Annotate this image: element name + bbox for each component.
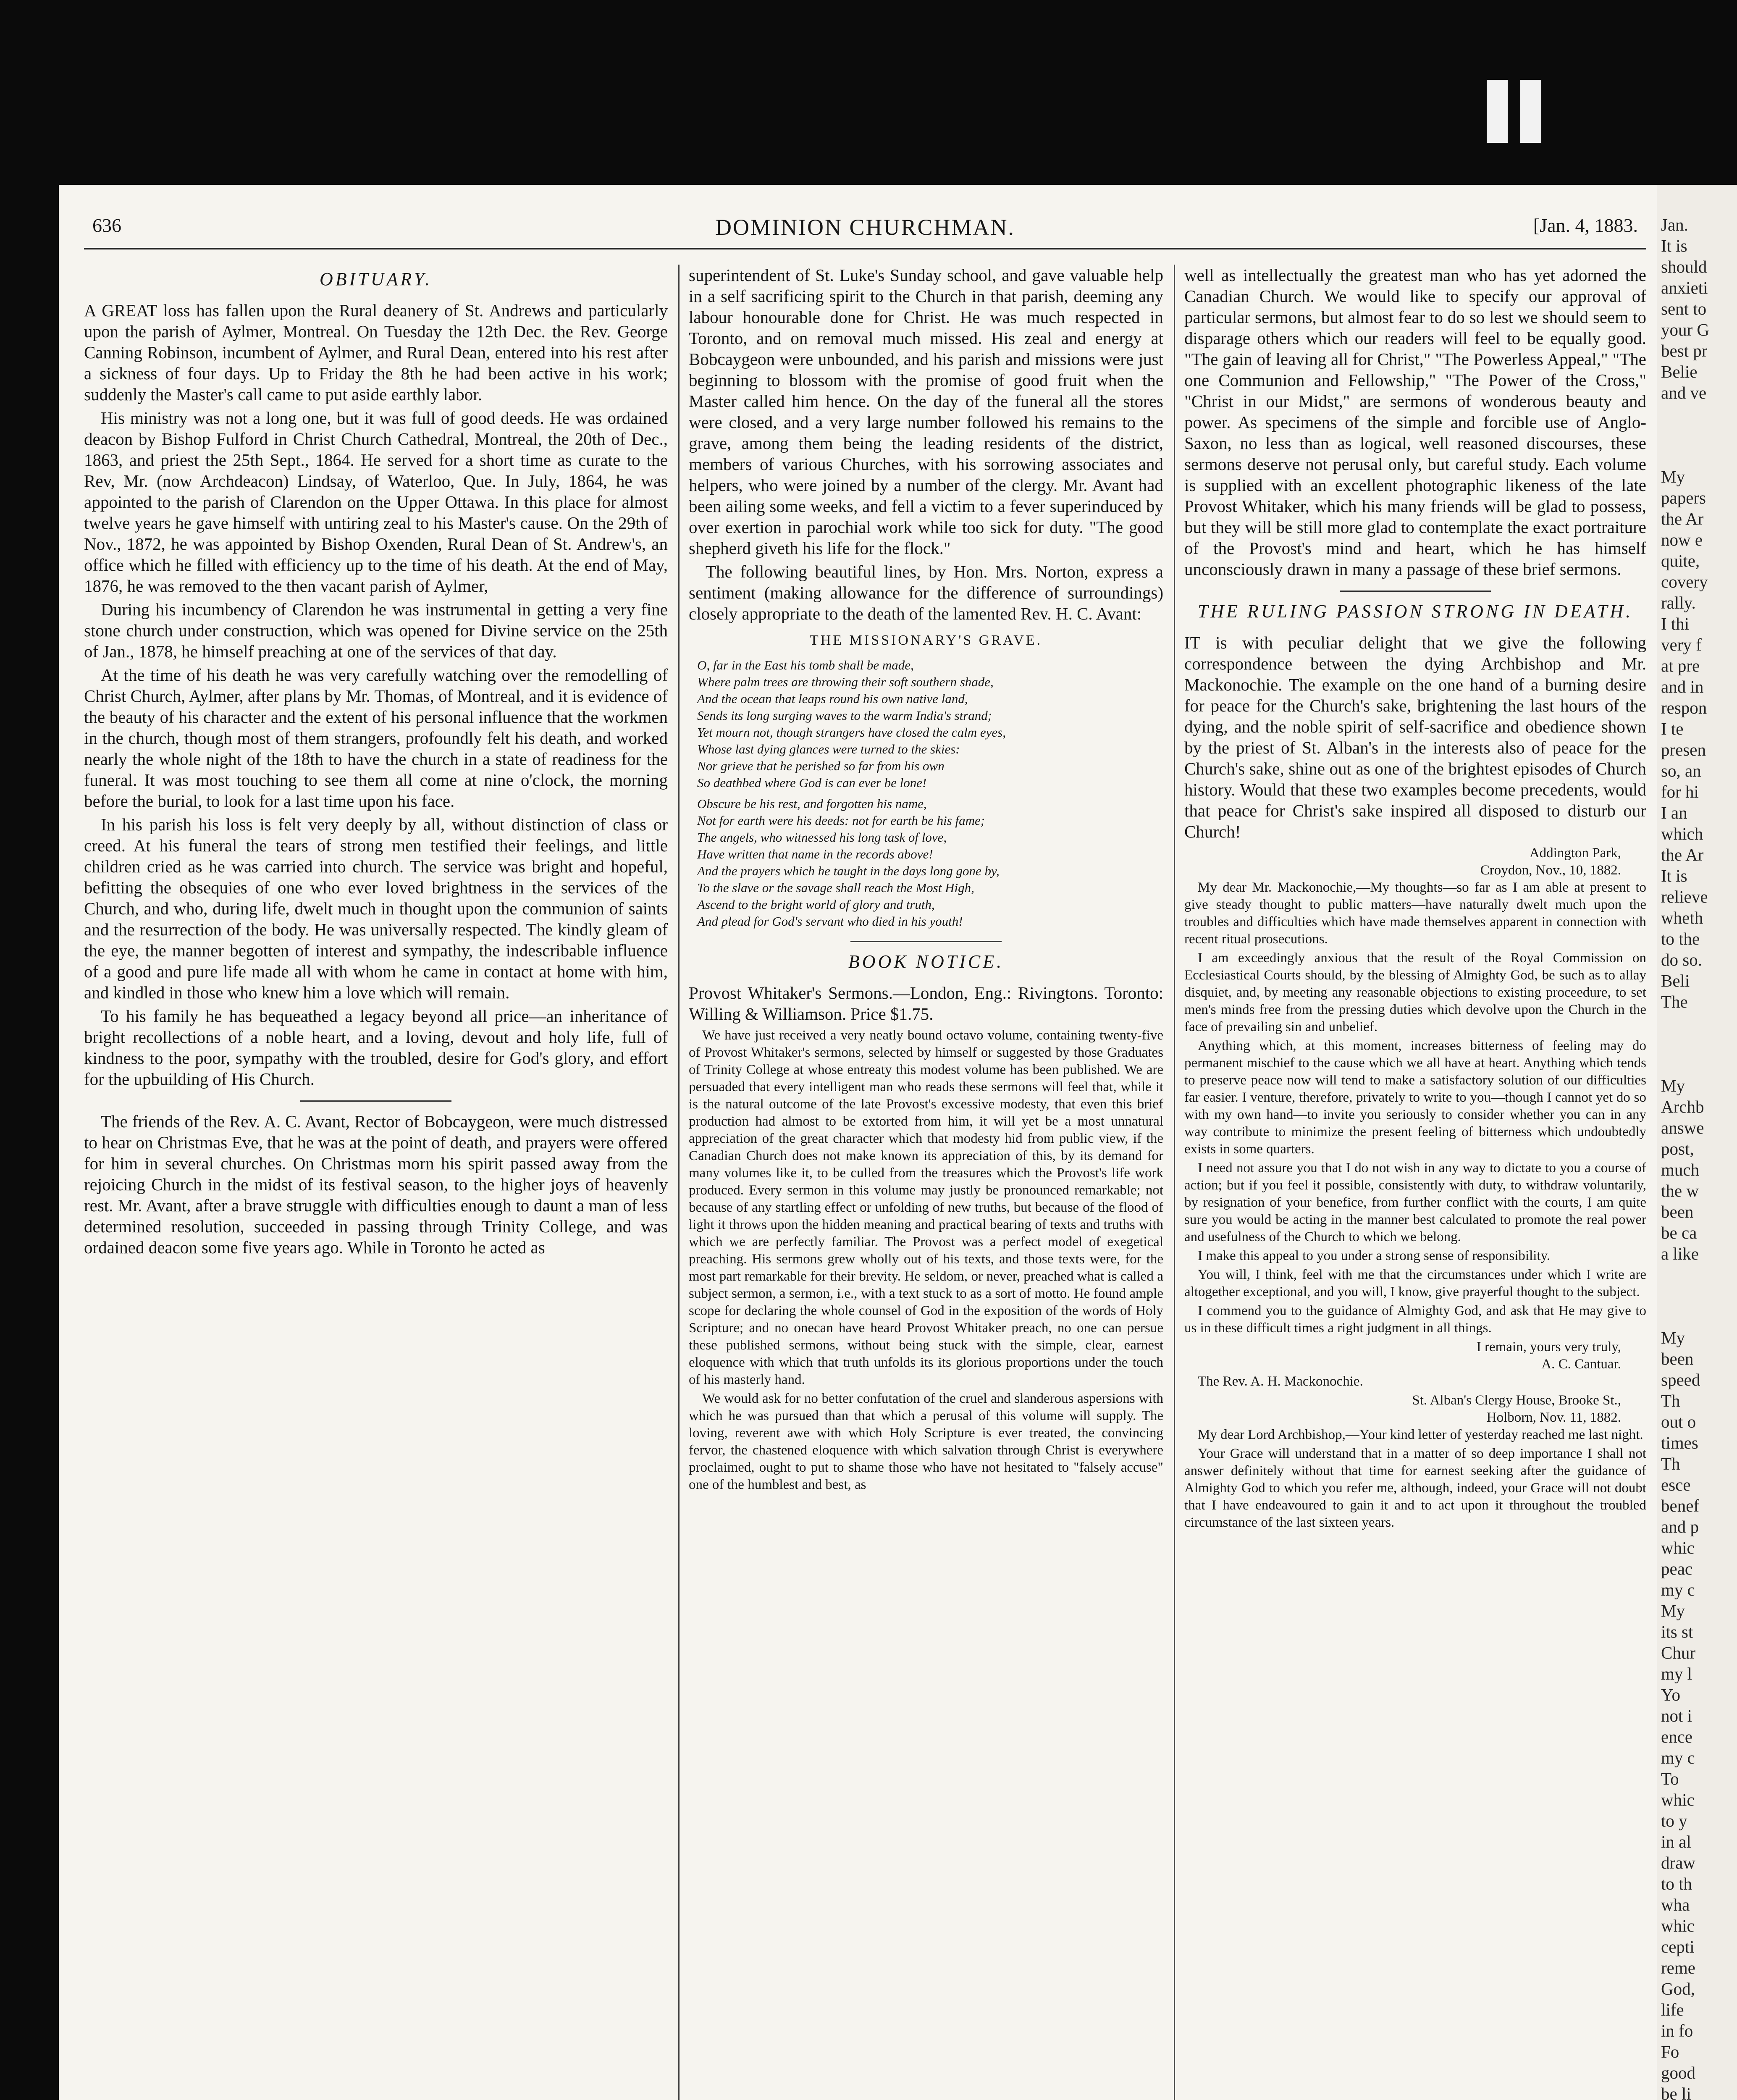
adjacent-page-word: and p (1661, 1517, 1699, 1536)
adjacent-page-word: My (1661, 1076, 1685, 1095)
book-review-paragraph: We have just received a very neatly bound octavo volume, containing twenty-five of Provost Whitaker's sermons, selected by himself or suggested by those Graduates of Trinity College at whose entreaty this modest volume has been published. We are persuaded that every intelligent man who reads these sermons will feel that, while it is the natural outcome of the late Provost's excessive modesty, that even this brief production had almost to be extorted from him, it will yet be a most unnatural appreciation of the great character which that modesty hid from public view, if the Canadian Church does not make known its appreciation of this, by its demand for many volumes like it, to be culled from the treasures which the Provost's life work produced. Every sermon in this volume may justly be pronounced remarkable; not because of any startling effect or unfolding of new truths, but because of the flood of light it throws upon the hidden meaning and practical bearing of texts and truths with which we are perfectly familiar. The Provost was a perfect model of exegetical preaching. His sermons grew wholly out of his texts, and those texts were, for the most part remarkable for their brevity. He seldom, or never, preached what is called a subject sermon, a sermon, i.e., with a text stuck to as a sort of motto. He found ample scope for declaring the whole counsel of God in the exposition of the words of Holy Scripture; and no onecan have heard Provost Whitaker preach, no one can persue these published sermons, without being stuck with the simple, clear, earnest eloquence with which that truth unfolds its its glorious proportions under the touch of his masterly hand. (689, 1028, 1163, 1387)
letter-place-date: Holborn, Nov. 11, 1882. (1486, 1410, 1621, 1425)
adjacent-page-word: the Ar (1661, 509, 1704, 528)
adjacent-page-word: Jan. (1661, 215, 1688, 234)
adjacent-page-word: Beli (1661, 971, 1690, 990)
letter-archbishop (1184, 845, 1646, 1390)
column-divider (678, 265, 680, 2100)
adjacent-page-word: benef (1661, 1496, 1700, 1515)
adjacent-page-word: The (1661, 992, 1688, 1011)
film-mark (1487, 80, 1508, 143)
adjacent-page-word: times (1661, 1433, 1698, 1452)
adjacent-page-word: be li (1661, 2084, 1691, 2100)
adjacent-page-word: draw (1661, 1853, 1695, 1872)
ruling-passion-intro: IT is with peculiar delight that we give the following correspondence between the dying Archbishop and Mr. Mackonochie. The example on the one hand of a burning desire for peace for the Church's sake, brightening the last hours of the dying, and the noble spirit of self-sacrifice and obedience shown by the priest of St. Alban's in the interests also of peace for the Church's sake, shine out as one of the brightest episodes of Church history. Would that these two examples become precedents, would that peace for Christ's sake inspired all disposed to disturb our Church! (1184, 633, 1646, 841)
poem-line: Nor grieve that he perished so far from his own (697, 759, 945, 773)
adjacent-page-word: best pr (1661, 341, 1708, 360)
adjacent-page-word: My (1661, 467, 1685, 486)
letter-paragraph: You will, I think, feel with me that the circumstances under which I write are altogether exceptional, and you will, I know, give prayerful thought to the subject. (1184, 1267, 1646, 1299)
adjacent-page-word: my l (1661, 1664, 1692, 1683)
letter-closing: I remain, yours very truly, (1476, 1339, 1621, 1354)
section-rule (300, 1100, 451, 1102)
adjacent-page-word: a like (1661, 1244, 1699, 1263)
section-rule (1340, 591, 1491, 592)
adjacent-page-word: presen (1661, 740, 1706, 759)
adjacent-page-word: Th (1661, 1454, 1680, 1473)
book-citation: Provost Whitaker's Sermons.—London, Eng.: Rivingtons. Toronto: Willing & Williamson. Price $1.75. (689, 983, 1163, 1024)
letter-paragraph: Your Grace will understand that in a matter of so deep importance I shall not answer definitely without that time for earnest seeking after the guidance of Almighty God to which you refer me, although, indeed, your Grace will not doubt that I have endeavoured to gain it and to act upon it throughout the troubled circumstance of the last sixteen years. (1184, 1446, 1646, 1530)
adjacent-page-word: anxieti (1661, 278, 1708, 297)
poem-line: Whose last dying glances were turned to the skies: (697, 742, 960, 756)
section-rule (850, 941, 1002, 942)
adjacent-page-word: very f (1661, 635, 1702, 654)
poem-line: So deathbed where God is can ever be lone! (697, 775, 927, 790)
adjacent-page-word: my c (1661, 1748, 1695, 1767)
adjacent-page-word: so, an (1661, 761, 1701, 780)
adjacent-page-word: now e (1661, 530, 1703, 549)
adjacent-page-word: the w (1661, 1181, 1699, 1200)
letter-signature: A. C. Cantuar. (1541, 1357, 1621, 1372)
adjacent-page-word: life (1661, 2000, 1684, 2019)
letter-place-date: Croydon, Nov., 10, 1882. (1480, 863, 1621, 878)
adjacent-page-word: Belie (1661, 362, 1698, 381)
letter-paragraph: I am exceedingly anxious that the result of the Royal Commission on Ecclesiastical Courts should, by the blessing of Almighty God, be such as to allay disquiet, and, by meeting any reasonable objections to existing proceedure, to set men's minds free from the pressing duties which devolve upon the Church in the face of prevailing sin and unbelief. (1184, 950, 1646, 1034)
poem-line: And plead for God's servant who died in his youth! (697, 914, 963, 929)
adjacent-page-word: Th (1661, 1391, 1680, 1410)
poem-line: Not for earth were his deeds: not for earth be his fame; (697, 813, 985, 828)
poem-line: Where palm trees are throwing their soft southern shade, (697, 675, 994, 689)
adjacent-page-word: speed (1661, 1370, 1700, 1389)
adjacent-page-word: good (1661, 2063, 1695, 2082)
poem-line: To the slave or the savage shall reach the Most High, (697, 880, 974, 895)
book-notice-heading: BOOK NOTICE. (848, 951, 1004, 972)
adjacent-page-word: covery (1661, 572, 1708, 591)
adjacent-page-word: its st (1661, 1622, 1693, 1641)
adjacent-page-word: should (1661, 257, 1707, 276)
book-review-continuation: well as intellectually the greatest man who has yet adorned the Canadian Church. We would like to specify our approval of particular sermons, but almost fear to do so lest we should seem to disparage others which our readers will feel to be equally good. "The gain of leaving all for Christ," "The Powerless Appeal," "The one Communion and Fellowship," "The Power of the Cross," "Christ in our Midst," are sermons of wonderous beauty and power. As specimens of the simple and forcible use of Anglo-Saxon, no less than as logical, well reasoned discourses, these sermons deserve not perusal only, but careful study. Each volume is supplied with an excellent photographic likeness of the late Provost Whitaker, which his many friends will be glad to possess, but they will be still more glad to contemplate the exact portraiture of the Provost's mind and heart, which he has himself unconsciously drawn in many a passage of these brief sermons. (1184, 265, 1646, 579)
adjacent-page-word: been (1661, 1349, 1694, 1368)
letter-paragraph: I commend you to the guidance of Almighty God, and ask that He may give to us in these difficult times a right judgment in all things. (1184, 1303, 1646, 1336)
adjacent-page-word: to th (1661, 1874, 1692, 1893)
adjacent-page-word: My (1661, 1328, 1685, 1347)
avant-continuation: superintendent of St. Luke's Sunday school, and gave valuable help in a self sacrificing spirit to the Church in that parish, deeming any labour honourable done for Christ. He was much respected in Toronto, and on removal much missed. His zeal and energy at Bobcaygeon were unbounded, and his parish and missions were just beginning to blossom with the promise of good fruit when the Master called him hence. On the day of the funeral all the stores were closed, and a very large number followed his remains to the grave, among them being the leading residents of the district, members of various Churches, with his sorrowing associates and helpers, who were joined by a number of the clergy. Mr. Avant had been ailing some weeks, and fell a victim to a fever superinduced by over exertion in parochial work while too sick for duty. "The good shepherd giveth his life for the flock." (689, 265, 1163, 558)
letter-paragraph: My dear Lord Archbishop,—Your kind letter of yesterday reached me last night. (1198, 1427, 1643, 1442)
header-rule (84, 248, 1646, 249)
adjacent-page-word: quite, (1661, 551, 1700, 570)
letter-paragraph: I make this appeal to you under a strong sense of responsibility. (1198, 1248, 1551, 1263)
poem-line: And the prayers which he taught in the days long gone by, (697, 864, 1000, 878)
adjacent-page-word: to the (1661, 929, 1700, 948)
adjacent-page-word: much (1661, 1160, 1700, 1179)
adjacent-page-word: Yo (1661, 1685, 1681, 1704)
poem-line: The angels, who witnessed his long task of love, (697, 830, 947, 845)
masthead-title: DOMINION CHURCHMAN. (715, 215, 1015, 240)
adjacent-page-word: It is (1661, 236, 1687, 255)
adjacent-page-word: papers (1661, 488, 1706, 507)
adjacent-page-word: your G (1661, 320, 1710, 339)
adjacent-page-word: relieve (1661, 887, 1708, 906)
issue-date: [Jan. 4, 1883. (1533, 215, 1638, 236)
adjacent-page-word: for hi (1661, 782, 1699, 801)
adjacent-page-word: and ve (1661, 383, 1707, 402)
adjacent-page-word: It is (1661, 866, 1687, 885)
letter-paragraph: I need not assure you that I do not wish in any way to dictate to you a course of action; but if you feel it possible, consistently with duty, to withdraw voluntarily, by resignation of your benefice, from further conflict with the courts, I am quite sure you would be acting in the manner best calculated to promote the real power and usefulness of the Church to which we belong. (1184, 1160, 1646, 1244)
adjacent-page-word: and in (1661, 677, 1704, 696)
letter-paragraph: My dear Mr. Mackonochie,—My thoughts—so far as I am able at present to give steady thought to public matters—have naturally dwelt much upon the troubles and difficulties which have made themselves apparent in connection with recent ritual prosecutions. (1184, 880, 1646, 947)
poem-line: Have written that name in the records above! (697, 847, 933, 861)
letter-address: St. Alban's Clergy House, Brooke St., (1412, 1393, 1621, 1408)
adjacent-page-word: do so. (1661, 950, 1702, 969)
adjacent-page-word: Fo (1661, 2042, 1679, 2061)
avant-paragraph: The friends of the Rev. A. C. Avant, Rector of Bobcaygeon, were much distressed to hear on Christmas Eve, that he was at the point of death, and prayers were offered for him in several churches. On Christmas morn his spirit passed away from the rejoicing Church in the midst of its festival season, to the higher joys of heavenly rest. Mr. Avant, after a brave struggle with difficulties enough to daunt a man of less determined resolution, succeeded in passing through Trinity College, and was ordained deacon some five years ago. While in Toronto he acted as (84, 1112, 668, 1257)
adjacent-page-word: Archb (1661, 1097, 1704, 1116)
column-right (1184, 265, 1646, 2100)
adjacent-page-word: whic (1661, 1790, 1695, 1809)
obituary-paragraph: During his incumbency of Clarendon he was instrumental in getting a very fine stone church under construction, which was opened for Divine service on the 25th of Jan., 1878, he himself preaching at one of the services of that day. (84, 600, 668, 661)
adjacent-page-word: God, (1661, 1979, 1695, 1998)
obituary-paragraph: His ministry was not a long one, but it was full of good deeds. He was ordained deacon by Bishop Fulford in Christ Church Cathedral, Montreal, the 20th of Dec., 1863, and priest the 25th Sept., 1864. He served for a short time as curate to the Rev, Mr. (now Archdeacon) Lindsay, of Waterloo, Que. In July, 1864, he was appointed to the parish of Clarendon on the Upper Ottawa. In this place for almost twelve years he gave himself with untiring zeal to his Master's cause. On the 29th of Nov., 1872, he was appointed by Bishop Oxenden, Rural Dean of St. Andrew's, an office which he filled with efficiency up to the time of his death. At the end of May, 1876, he was removed to the then vacant parish of Aylmer, (84, 408, 668, 596)
adjacent-page-text (1657, 214, 1737, 2100)
adjacent-page-word: wheth (1661, 908, 1703, 927)
adjacent-page-word: whic (1661, 1916, 1695, 1935)
adjacent-page-word: I thi (1661, 614, 1690, 633)
obituary-heading: OBITUARY. (320, 269, 432, 289)
poem-stanza (689, 657, 1163, 791)
letter-paragraph: Anything which, at this moment, increases bitterness of feeling may do permanent mischief to the cause which we all have at heart. Anything which tends to preserve peace now will tend to make a satisfactory solution of our difficulties far easier. I venture, therefore, privately to write to you—though I cannot yet do so with my own hand—to invite you seriously to consider whether you can in any way contribute to minimize the present feeling of bitterness which undoubtedly exists in some quarters. (1184, 1038, 1646, 1157)
adjacent-page-word: To (1661, 1769, 1679, 1788)
letter-mackonochie (1184, 1392, 1646, 1531)
adjacent-page-word: in fo (1661, 2021, 1693, 2040)
book-review-paragraph: We would ask for no better confutation of the cruel and slanderous aspersions with which he was pursued than that which a perusal of this volume will supply. The loving, reverent awe with which Holy Scripture is ever treated, the convincing fervor, the chastened eloquence with which salvation through Christ is everywhere proclaimed, ought to put to shame those who have not hesitated to "falsely accuse" one of the humblest and best, as (689, 1391, 1163, 1492)
adjacent-page-word: respon (1661, 698, 1707, 717)
adjacent-page-word: ence (1661, 1727, 1693, 1746)
adjacent-page-word: in al (1661, 1832, 1691, 1851)
film-mark (1520, 80, 1541, 143)
adjacent-page-word: rally. (1661, 593, 1696, 612)
adjacent-page-word: out o (1661, 1412, 1696, 1431)
column-middle (689, 265, 1163, 2100)
poem-line: Yet mourn not, though strangers have closed the calm eyes, (697, 725, 1006, 740)
running-head (59, 214, 1671, 248)
newspaper-page (59, 185, 1671, 2100)
adjacent-page-word: peac (1661, 1559, 1693, 1578)
adjacent-page-word: be ca (1661, 1223, 1697, 1242)
letter-recipient: The Rev. A. H. Mackonochie. (1198, 1374, 1363, 1389)
poem-title: THE MISSIONARY'S GRAVE. (809, 633, 1043, 648)
adjacent-page-word: My (1661, 1601, 1685, 1620)
adjacent-page-word: my c (1661, 1580, 1695, 1599)
adjacent-page-word: cepti (1661, 1937, 1695, 1956)
obituary-paragraph: To his family he has bequeathed a legacy beyond all price—an inheritance of bright recollections of a noble heart, and a loving, devout and holy life, full of kindness to the poor, sympathy with the troubled, desire for God's glory, and effort for the upbuilding of His Church. (84, 1006, 668, 1089)
obituary-paragraph: At the time of his death he was very carefully watching over the remodelling of Christ Church, Aylmer, after plans by Mr. Thomas, of Montreal, and it is evidence of the beauty of his character and the extent of his personal influence that the workmen in the church, though most of them strangers, profoundly felt his death, and worked nearly the whole night of the 18th to have the church in a state of readiness for the funeral. It was most touching to see them all come at nine o'clock, the morning before the burial, to look for a last time upon his face. (84, 665, 668, 811)
book-review (689, 1027, 1163, 1494)
poem-line: Obscure be his rest, and forgotten his name, (697, 796, 927, 811)
poem-line: And the ocean that leaps round his own native land, (697, 691, 968, 706)
poem-stanza (689, 795, 1163, 930)
adjacent-page-word: whic (1661, 1538, 1695, 1557)
adjacent-page-word: which (1661, 824, 1703, 843)
obituary-paragraph: A GREAT loss has fallen upon the Rural deanery of St. Andrews and particularly upon the parish of Aylmer, Montreal. On Tuesday the 12th Dec. the Rev. George Canning Robinson, incumbent of Aylmer, and Rural Dean, entered into his rest after a sickness of four days. Up to Friday the 8th he had been active in his work; suddenly the Master's call came to put aside earthly labor. (84, 301, 668, 404)
poem-line: Ascend to the bright world of glory and truth, (697, 897, 935, 912)
poem-line: O, far in the East his tomb shall be made, (697, 658, 914, 672)
adjacent-page-fragment (1657, 185, 1737, 2100)
adjacent-page-word: reme (1661, 1958, 1695, 1977)
adjacent-page-word: the Ar (1661, 845, 1704, 864)
adjacent-page-word: post, (1661, 1139, 1694, 1158)
obituary-paragraph: In his parish his loss is felt very deeply by all, without distinction of class or creed. At his funeral the tears of strong men testified their feelings, and little children cried as he was carried into church. The service was bright and hopeful, befitting the obsequies of one who ever loved brightness in the services of the Church, and who, during life, dwelt much in thought upon the communion of saints and the resurrection of the body. He was universally respected. The kindly gleam of the eye, the manner begotten of interest and sympathy, the indescribable influence of a good and pure life made all with whom he came in contact at home with him, and kindled in those who knew him a love which will remain. (84, 815, 668, 1002)
poem-intro: The following beautiful lines, by Hon. Mrs. Norton, express a sentiment (making allowance for the difference of surroundings) closely appropriate to the death of the lamented Rev. H. C. Avant: (689, 562, 1163, 623)
adjacent-page-word: answe (1661, 1118, 1704, 1137)
adjacent-page-word: wha (1661, 1895, 1690, 1914)
letter-address: Addington Park, (1529, 845, 1621, 861)
adjacent-page-word: not i (1661, 1706, 1692, 1725)
ruling-passion-heading: THE RULING PASSION STRONG IN DEATH. (1197, 601, 1633, 622)
poem-line: Sends its long surging waves to the warm India's strand; (697, 708, 992, 723)
adjacent-page-word: I te (1661, 719, 1684, 738)
page-number: 636 (92, 215, 121, 236)
column-obituary (84, 265, 668, 2100)
adjacent-page-word: been (1661, 1202, 1694, 1221)
adjacent-page-word: Chur (1661, 1643, 1695, 1662)
adjacent-page-word: at pre (1661, 656, 1700, 675)
adjacent-page-word: to y (1661, 1811, 1687, 1830)
adjacent-page-word: I an (1661, 803, 1687, 822)
column-divider (1174, 265, 1175, 2100)
adjacent-page-word: esce (1661, 1475, 1691, 1494)
adjacent-page-word: sent to (1661, 299, 1707, 318)
